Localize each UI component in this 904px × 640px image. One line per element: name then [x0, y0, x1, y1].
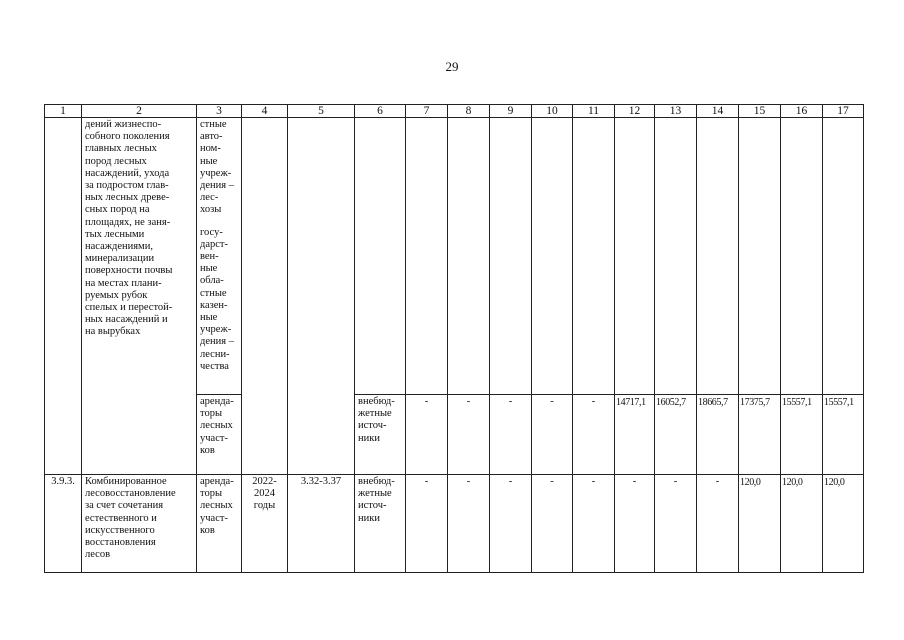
table-cell	[781, 118, 823, 395]
value-cell: -	[573, 475, 615, 573]
header-cell: 5	[288, 105, 355, 118]
executor-cell	[197, 118, 242, 395]
header-cell: 17	[823, 105, 864, 118]
value-cell: 18665,7	[697, 395, 739, 475]
table-cell	[45, 118, 82, 475]
table-cell	[573, 118, 615, 395]
header-cell: 3	[197, 105, 242, 118]
value-cell: -	[532, 395, 573, 475]
table-cell	[823, 118, 864, 395]
table-cell	[288, 118, 355, 475]
value-cell: -	[532, 475, 573, 573]
value-cell: 14717,1	[615, 395, 655, 475]
table-cell	[490, 118, 532, 395]
table-row	[45, 118, 864, 395]
value-cell: -	[490, 395, 532, 475]
value-cell: 15557,1	[781, 395, 823, 475]
header-cell: 11	[573, 105, 615, 118]
executor-cell: аренда- торы лесных участ- ков	[197, 475, 242, 573]
header-cell: 14	[697, 105, 739, 118]
value-cell: 120,0	[739, 475, 781, 573]
executor-text-1: стные авто- ном- ные учреж- дения – лес- хозы	[200, 119, 234, 216]
executor-text-2: госу- дарст- вен- ные обла- стные казен- ные учреж- дения – лесни- чества	[200, 226, 234, 372]
table-cell	[355, 118, 406, 395]
funding-source-cell: внебюд- жетные источ- ники	[355, 475, 406, 573]
header-cell: 2	[82, 105, 197, 118]
measure-description-cell: дений жизнеспо- собного поколения главных лесных пород лесных насаждений, ухода за подростом глав- ных лесных древе- сных пород на площадях, не заня- тых лесными насаждениями, минерализации поверхности почвы на местах плани- руемых рубок спелых и перестой- ных насаждений и на вырубках	[82, 118, 197, 475]
header-cell: 16	[781, 105, 823, 118]
value-cell: -	[655, 475, 697, 573]
value-cell: -	[697, 475, 739, 573]
header-cell: 4	[242, 105, 288, 118]
header-cell: 8	[448, 105, 490, 118]
header-cell: 6	[355, 105, 406, 118]
table-row	[45, 475, 864, 573]
value-cell: -	[406, 395, 448, 475]
item-number-cell: 3.9.3.	[45, 475, 82, 573]
page-number: 29	[445, 59, 459, 74]
value-cell: -	[406, 475, 448, 573]
header-cell: 9	[490, 105, 532, 118]
funding-source-cell: внебюд- жетные источ- ники	[355, 395, 406, 475]
value-cell: 16052,7	[655, 395, 697, 475]
table-cell	[739, 118, 781, 395]
executor-cell: аренда- торы лесных участ- ков	[197, 395, 242, 475]
value-cell: 15557,1	[823, 395, 864, 475]
table-container	[44, 104, 864, 573]
table-cell	[532, 118, 573, 395]
period-cell: 2022- 2024 годы	[242, 475, 288, 573]
header-cell: 13	[655, 105, 697, 118]
value-cell: -	[448, 475, 490, 573]
table-cell	[448, 118, 490, 395]
value-cell: -	[490, 475, 532, 573]
header-cell: 15	[739, 105, 781, 118]
header-row	[45, 105, 864, 118]
value-cell: -	[615, 475, 655, 573]
value-cell: -	[573, 395, 615, 475]
header-cell: 10	[532, 105, 573, 118]
indicator-cell: 3.32-3.37	[288, 475, 355, 573]
budget-table	[44, 104, 864, 573]
header-cell: 7	[406, 105, 448, 118]
value-cell: 120,0	[781, 475, 823, 573]
table-cell	[655, 118, 697, 395]
value-cell: 17375,7	[739, 395, 781, 475]
table-cell	[406, 118, 448, 395]
measure-description-cell: Комбинированное лесовосстановление за счет сочетания естественного и искусственного восстановления лесов	[82, 475, 197, 573]
value-cell: 120,0	[823, 475, 864, 573]
table-cell	[242, 118, 288, 475]
value-cell: -	[448, 395, 490, 475]
table-cell	[697, 118, 739, 395]
header-cell: 12	[615, 105, 655, 118]
table-cell	[615, 118, 655, 395]
header-cell: 1	[45, 105, 82, 118]
